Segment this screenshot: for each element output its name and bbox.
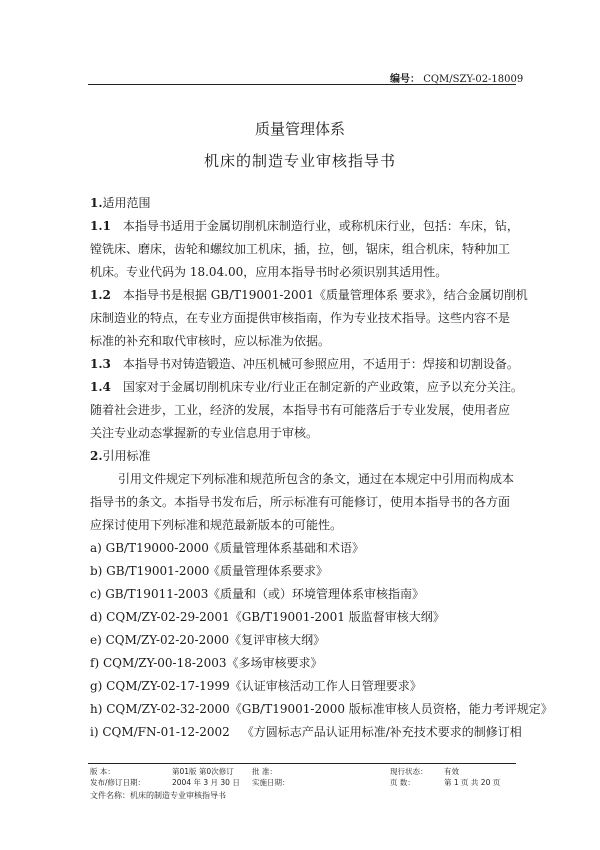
section-heading xyxy=(90,192,510,215)
date-value: 2004 年 3 月 30 日 xyxy=(172,778,240,787)
reference-code: h) CQM/ZY-02-32-2000 xyxy=(90,702,230,716)
reference-title: 《质量和（或）环境管理体系审核指南》 xyxy=(208,587,425,601)
document-subtitle: 机床的制造专业审核指导书 xyxy=(203,152,396,170)
reference-title: 《GB/T19001-2000 版标准审核人员资格，能力考评规定》 xyxy=(229,702,553,716)
section-number: 1. xyxy=(90,196,103,210)
section-heading-text: 适用范围 xyxy=(102,196,151,210)
section-heading-text: 引用标准 xyxy=(102,449,151,463)
paragraph-line: 1.2 本指导书是根据 GB/T19001-2001《质量管理体系 要求》，结合金属切削机 xyxy=(90,288,528,302)
paragraph-line: 1.1 本指导书适用于金属切削机床制造行业，或称机床行业，包括：车床，钻， xyxy=(90,219,519,233)
reference-code: g) CQM/ZY-02-17-1999 xyxy=(90,679,230,693)
paragraph-line: 1.3 本指导书对铸造锻造、冲压机械可参照应用，不适用于：焊接和切割设备。 xyxy=(90,357,519,371)
clause-number: 1.1 xyxy=(90,219,111,233)
footer-divider xyxy=(88,763,516,764)
reference-item xyxy=(90,560,510,583)
reference-code: e) CQM/ZY-02-20-2000 xyxy=(90,633,230,647)
reference-item xyxy=(90,721,522,744)
clause-number: 1.3 xyxy=(90,357,111,371)
paragraph-line: 指导书的条文。本指导书发布后，所示标准有可能修订，使用本指导书的各方面 xyxy=(90,495,511,509)
clause-number: 1.2 xyxy=(90,288,111,302)
paragraph-line: 引用文件规定下列标准和规范所包含的条文，通过在本规定中引用而构成本 xyxy=(118,472,515,486)
section-number: 2. xyxy=(90,449,103,463)
reference-title: 《多场审核要求》 xyxy=(226,656,323,670)
footer-info xyxy=(90,766,516,788)
reference-item xyxy=(90,652,510,675)
reference-item xyxy=(90,606,510,629)
document-body xyxy=(90,192,553,744)
reference-item xyxy=(90,698,553,721)
page-count-value: 第 1 页 共 20 页 xyxy=(444,778,501,787)
reference-code: d) CQM/ZY-02-29-2001 xyxy=(90,610,230,624)
reference-code: c) GB/T19011-2003 xyxy=(90,587,209,601)
reference-title: 《方圆标志产品认证用标准/补充技术要求的制修订相 xyxy=(241,725,522,739)
edition-value: 第01版 第0次修订 xyxy=(172,767,234,776)
section-heading xyxy=(90,445,510,468)
paragraph-line: 1.4 国家对于金属切削机床专业/行业正在制定新的产业政策，应予以充分关注。 xyxy=(90,380,523,394)
date-label: 发布/修订日期： xyxy=(90,778,146,787)
reference-code: a) GB/T19000-2000 xyxy=(90,541,209,555)
reference-item xyxy=(90,537,510,560)
paragraph-line: 镗铣床、磨床，齿轮和螺纹加工机床，插，拉，刨，锯床，组合机床，特种加工 xyxy=(90,242,511,256)
paragraph-line: 应探讨使用下列标准和规范最新版本的可能性。 xyxy=(90,518,343,532)
status-value: 有效 xyxy=(444,767,459,776)
document-number-label: 编号： xyxy=(390,74,420,85)
document-title: 质量管理体系 xyxy=(254,120,345,138)
reference-title: 《质量管理体系要求》 xyxy=(208,564,329,578)
reference-title: 《GB/T19001-2001 版监督审核大纲》 xyxy=(229,610,445,624)
approve-label: 批 准： xyxy=(252,767,277,776)
paragraph-line: 关注专业动态掌握新的专业信息用于审核。 xyxy=(90,426,319,440)
reference-item xyxy=(90,629,510,652)
reference-code: b) GB/T19001-2000 xyxy=(90,564,210,578)
reference-code: f) CQM/ZY-00-18-2003 xyxy=(90,656,227,670)
reference-item xyxy=(90,675,510,698)
header-divider xyxy=(88,84,516,85)
edition-label: 版 本： xyxy=(90,767,115,776)
page-count-label: 页 数： xyxy=(390,778,415,787)
reference-title: 《复评审核大纲》 xyxy=(229,633,326,647)
reference-code: i) CQM/FN-01-12-2002 xyxy=(90,725,230,739)
reference-title: 《认证审核活动工作人日管理要求》 xyxy=(229,679,422,693)
paragraph-line: 机床。专业代码为 18.04.00，应用本指导书时必须识别其适用性。 xyxy=(90,265,448,279)
reference-item xyxy=(90,583,510,606)
clause-number: 1.4 xyxy=(90,380,111,394)
document-number-value: CQM/SZY-02-18009 xyxy=(423,74,524,85)
reference-title: 《质量管理体系基础和术语》 xyxy=(208,541,365,555)
paragraph-line: 随着社会进步，工业，经济的发展，本指导书有可能落后于专业发展，使用者应 xyxy=(90,403,511,417)
status-label: 现行状态： xyxy=(390,767,428,776)
implementation-date-label: 实施日期： xyxy=(252,778,290,787)
document-number xyxy=(390,70,523,85)
file-name: 文件名称：机床的制造专业审核指导书 xyxy=(90,791,226,800)
paragraph-line: 床制造业的特点，在专业方面提供审核指南，作为专业技术指导。这些内容不是 xyxy=(90,311,511,325)
paragraph-line: 标准的补充和取代审核时，应以标准为依据。 xyxy=(90,334,331,348)
